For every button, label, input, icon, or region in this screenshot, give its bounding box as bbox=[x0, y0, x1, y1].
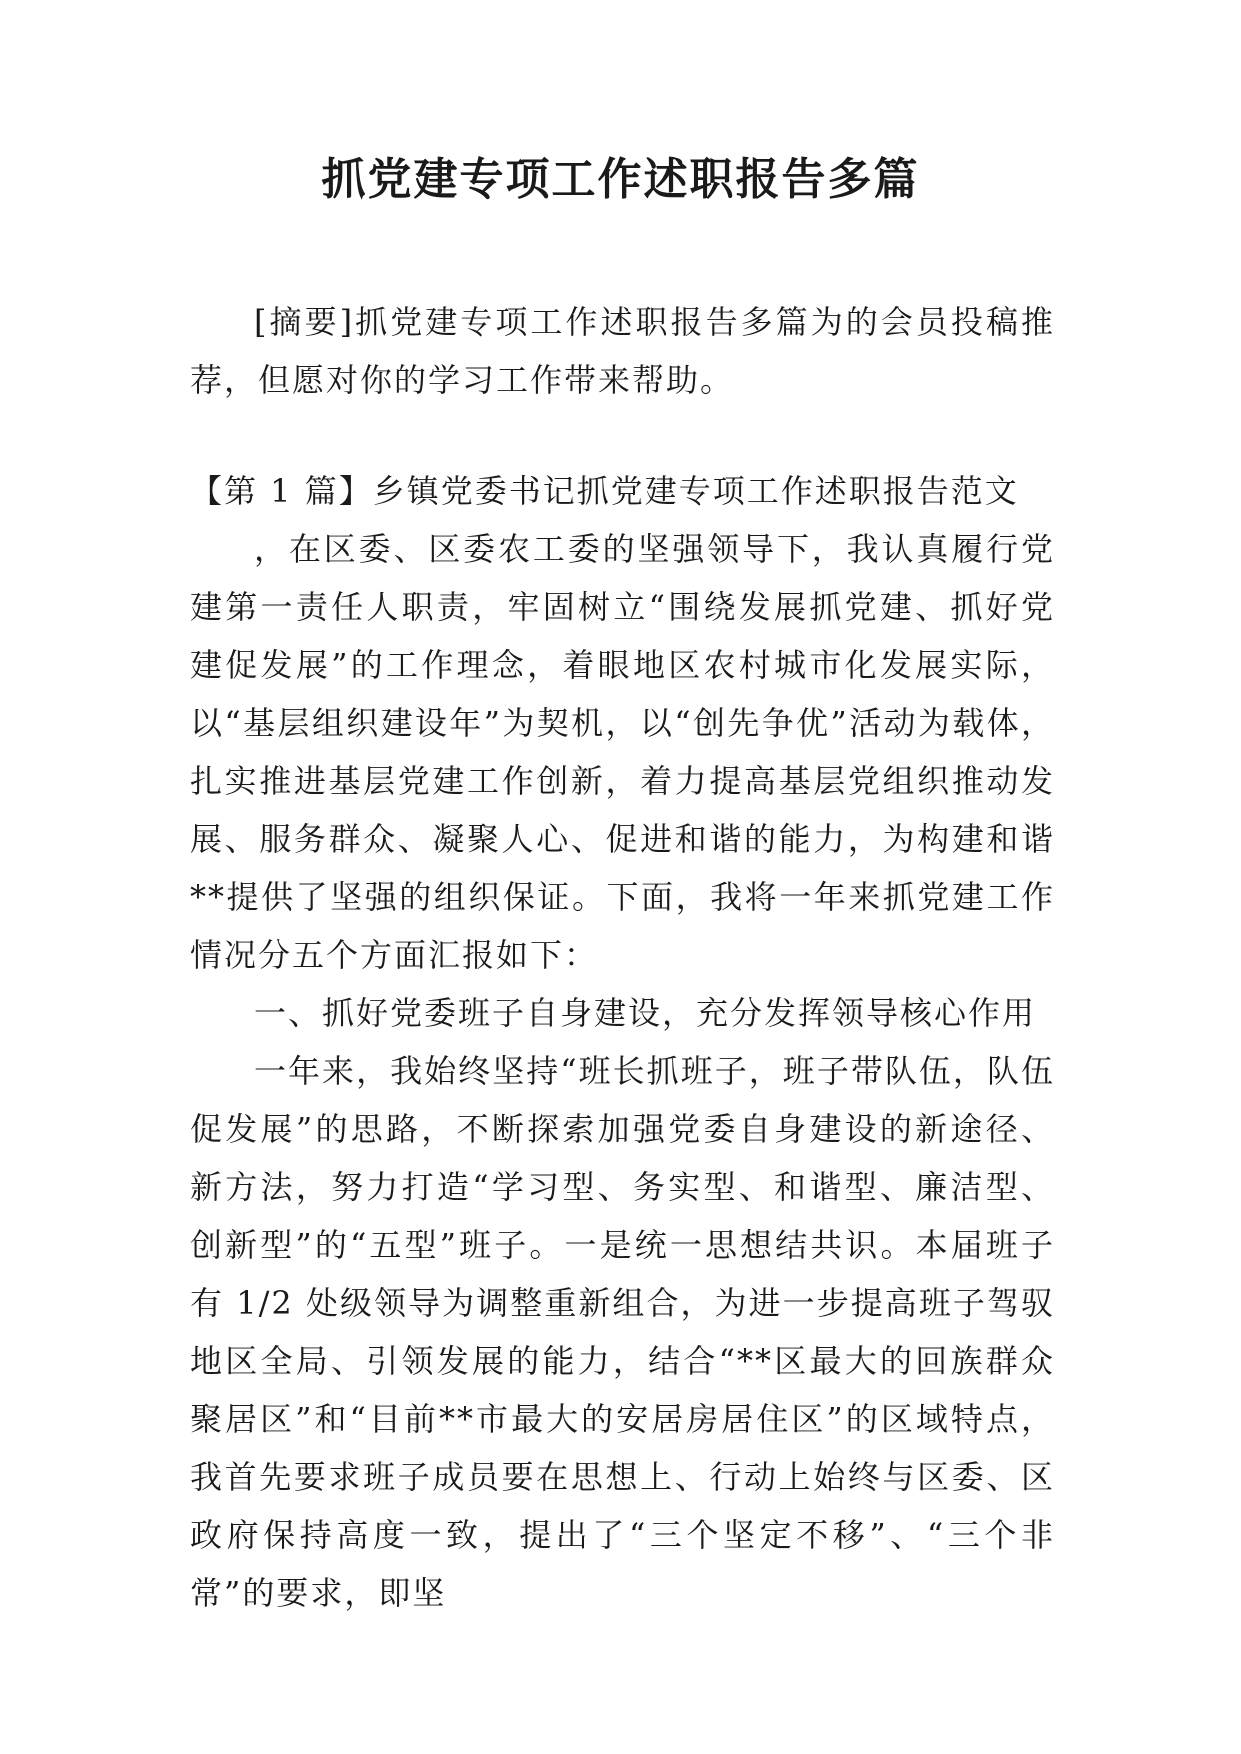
document-title: 抓党建专项工作述职报告多篇 bbox=[321, 154, 920, 205]
article-heading: 【第 1 篇】乡镇党委书记抓党建专项工作述职报告范文 bbox=[190, 472, 1019, 510]
article-body bbox=[190, 462, 1055, 1622]
section-heading: 一、抓好党委班子自身建设，充分发挥领导核心作用 bbox=[254, 994, 1037, 1032]
body-paragraph: 一年来，我始终坚持“班长抓班子，班子带队伍，队伍促发展”的思路，不断探索加强党委自身建设的新途径、新方法，努力打造“学习型、务实型、和谐型、廉洁型、创新型”的“五型”班子。一是统一思想结共识。本届班子有 1/2 处级领导为调整重新组合，为进一步提高班子驾驭地区全局、引领发展的能力，结合“**区最大的回族群众聚居区”和“目前**市最大的安居房居住区”的区域特点，我首先要求班子成员要在思想上、行动上始终与区委、区政府保持高度一致，提出了“三个坚定不移”、“三个非常”的要求，即坚 bbox=[190, 1052, 1055, 1612]
body-paragraph: ，在区委、区委农工委的坚强领导下，我认真履行党建第一责任人职责，牢固树立“围绕发展抓党建、抓好党建促发展”的工作理念，着眼地区农村城市化发展实际，以“基层组织建设年”为契机，以“创先争优”活动为载体，扎实推进基层党建工作创新，着力提高基层党组织推动发展、服务群众、凝聚人心、促进和谐的能力，为构建和谐**提供了坚强的组织保证。下面，我将一年来抓党建工作情况分五个方面汇报如下： bbox=[190, 530, 1055, 974]
abstract-paragraph: [摘要]抓党建专项工作述职报告多篇为的会员投稿推荐，但愿对你的学习工作带来帮助。 bbox=[190, 303, 1055, 399]
